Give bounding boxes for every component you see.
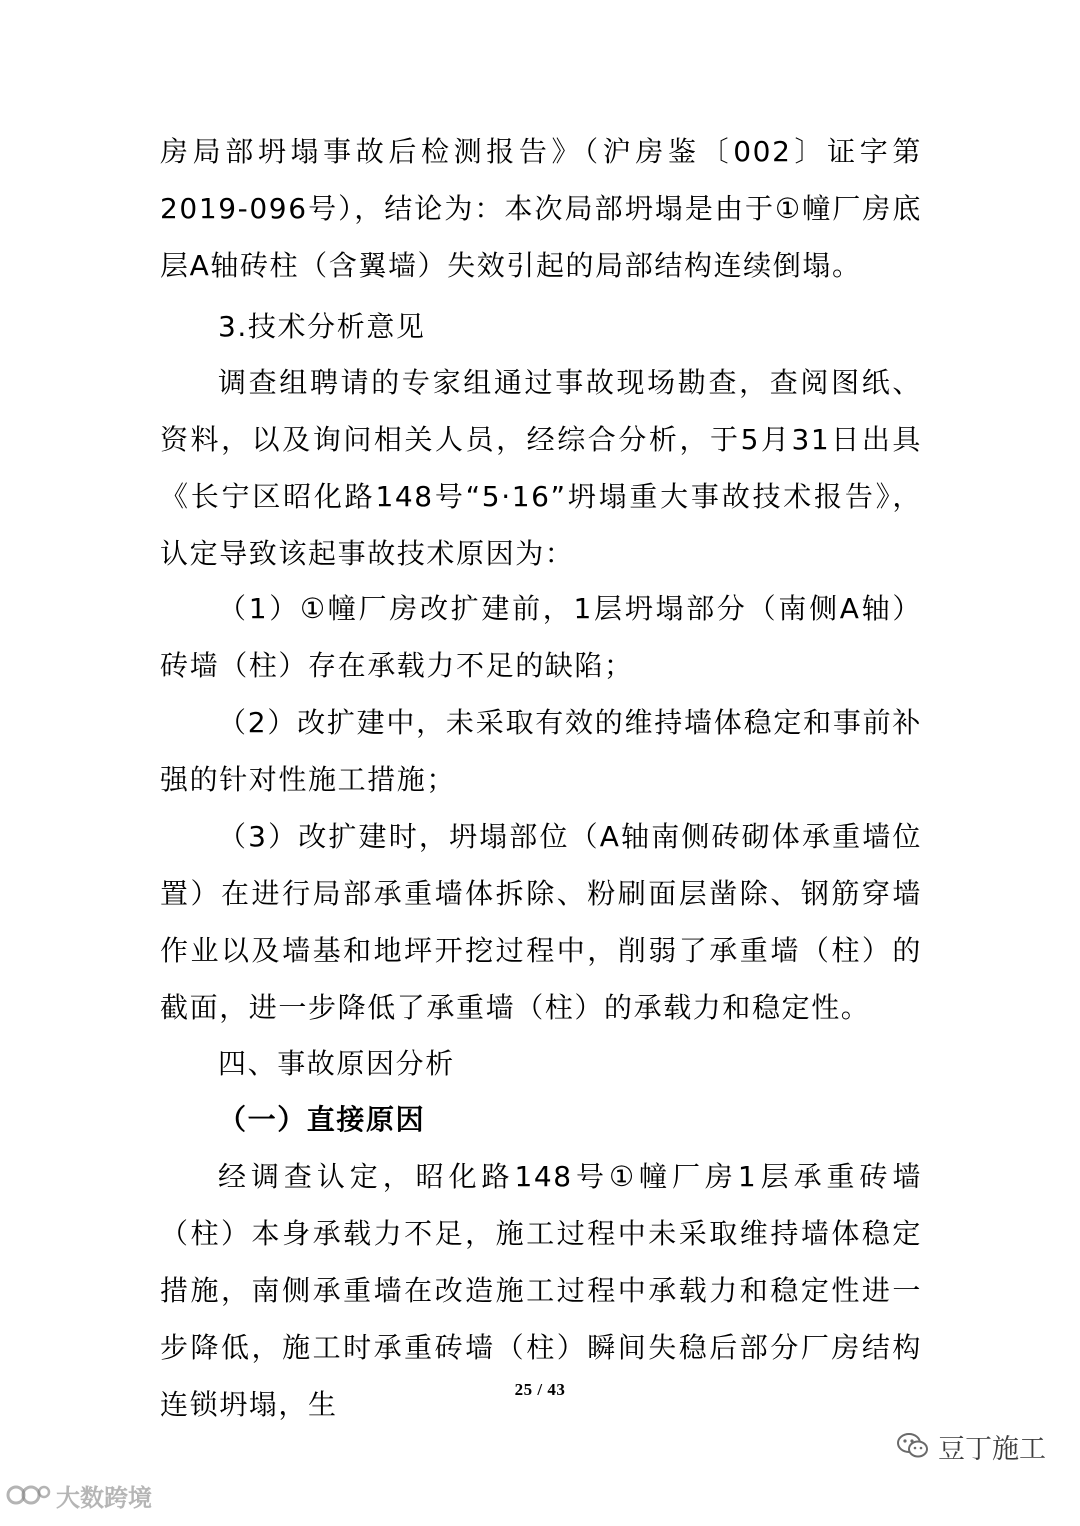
paragraph-expert-group: 调查组聘请的专家组通过事故现场勘查，查阅图纸、资料，以及询问相关人员，经综合分析，于5月31日出具《长宁区昭化路148号“5·16”坍塌重大事故技术报告》，认定导致该起事故技术原因为： <box>160 366 922 570</box>
heading-cause-analysis: 四、事故原因分析 <box>218 1047 455 1080</box>
watermark-right <box>896 1424 1046 1468</box>
heading-direct-cause: （一）直接原因 <box>218 1103 426 1136</box>
watermark-left-text: 大数跨境 <box>56 1483 152 1512</box>
page-number: 25 / 43 <box>514 1380 566 1399</box>
logo-icon <box>6 1480 52 1510</box>
heading-technical-analysis: 3.技术分析意见 <box>218 310 426 343</box>
watermark-right-text: 豆丁施工 <box>938 1433 1046 1465</box>
paragraph-cause-3: （3）改扩建时，坍塌部位（A轴南侧砖砌体承重墙位置）在进行局部承重墙体拆除、粉刷面层凿除、钢筋穿墙作业以及墙基和地坪开挖过程中，削弱了承重墙（柱）的截面，进一步降低了承重墙（柱）的承载力和稳定性。 <box>160 820 922 1024</box>
paragraph-report-conclusion: 房局部坍塌事故后检测报告》（沪房鉴〔002〕证字第2019-096号），结论为：本次局部坍塌是由于①幢厂房底层A轴砖柱（含翼墙）失效引起的局部结构连续倒塌。 <box>160 135 922 282</box>
watermark-left <box>6 1473 152 1517</box>
wechat-icon <box>896 1431 930 1461</box>
paragraph-direct-cause: 经调查认定，昭化路148号①幢厂房1层承重砖墙（柱）本身承载力不足，施工过程中未采取维持墙体稳定措施，南侧承重墙在改造施工过程中承载力和稳定性进一步降低，施工时承重砖墙（柱）瞬间失稳后部分厂房结构连锁坍塌，生 <box>160 1160 922 1421</box>
paragraph-cause-2: （2）改扩建中，未采取有效的维持墙体稳定和事前补强的针对性施工措施； <box>160 706 922 796</box>
paragraph-cause-1: （1）①幢厂房改扩建前，1层坍塌部分（南侧A轴）砖墙（柱）存在承载力不足的缺陷； <box>160 592 922 682</box>
